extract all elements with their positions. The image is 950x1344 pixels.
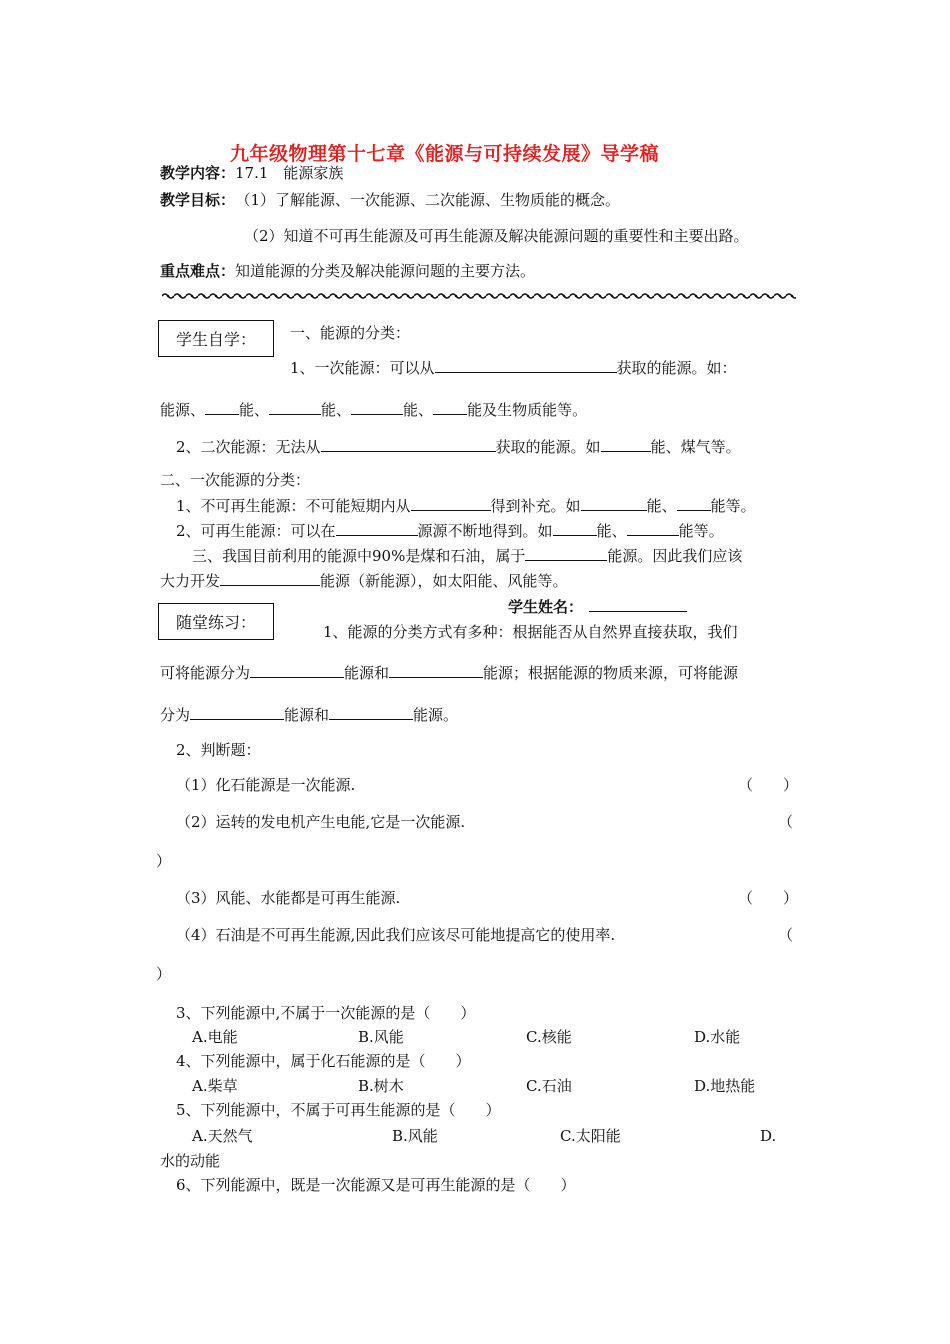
q2-heading: 2、判断题： [176,741,261,759]
fill-blank[interactable] [433,400,467,415]
text: 能源和 [344,664,390,682]
section-heading-classification: 一、能源的分类： [290,324,411,342]
fill-blank[interactable] [581,496,647,511]
q4-option-a[interactable]: A.柴草 [192,1077,238,1095]
answer-paren[interactable]: （ ） [738,889,799,907]
text: 能、煤气等。 [650,438,741,456]
fill-blank[interactable] [627,521,679,536]
fill-blank[interactable] [553,521,597,536]
q2-item-3: （3）风能、水能都是可再生能源. [176,889,401,907]
fill-blank[interactable] [250,663,344,678]
text: 能源（新能源），如太阳能、风能等。 [320,572,568,590]
q5-option-c[interactable]: C.太阳能 [560,1127,621,1145]
secondary-energy-line [176,437,741,457]
q1-line3 [160,705,458,725]
practice-box: 随堂练习： [158,603,274,640]
decorative-divider [162,292,796,300]
q1-line1: 1、能源的分类方式有多种：根据能否从自然界直接获取，我们 [323,623,738,641]
fill-blank[interactable] [389,663,483,678]
text: 三、我国目前利用的能源中90%是煤和石油，属于 [192,547,526,565]
fill-blank[interactable] [205,400,239,415]
section-heading-primary-classification: 二、一次能源的分类： [160,471,311,489]
develop-line [160,571,568,591]
fill-blank[interactable] [190,705,284,720]
q6-stem: 6、下列能源中，既是一次能源又是可再生能源的是（ ） [176,1176,576,1194]
text: 获取的能源。如 [495,438,601,456]
student-name-field[interactable] [589,597,687,612]
text: 能、 [596,522,627,540]
fill-blank[interactable] [329,705,413,720]
renewable-line [176,521,724,541]
student-name [508,597,687,617]
primary-energy-examples [160,400,587,420]
answer-paren-close: ） [156,965,172,983]
q1-line2 [160,663,738,683]
text: 大力开发 [160,572,221,590]
text: 能等。 [710,497,756,515]
text: 能源。 [413,706,459,724]
teaching-content [160,163,343,183]
answer-paren-open[interactable]: （ [778,813,794,831]
text: 能源、 [160,401,206,419]
text: 能源。因此我们应该 [607,547,743,565]
nonrenewable-line [176,496,756,516]
teaching-goals [160,190,620,210]
student-name-label: 学生姓名： [508,598,584,616]
q3-option-c[interactable]: C.核能 [526,1028,572,1046]
fill-blank[interactable] [220,571,320,586]
text: 能源；根据能源的物质来源，可将能源 [483,664,739,682]
page-title: 九年级物理第十七章《能源与可持续发展》导学稿 [230,143,660,165]
text: 获取的能源。如： [616,359,737,377]
text: 能、 [403,401,434,419]
text: 得到补充。如 [490,497,581,515]
goals-label: 教学目标： [160,191,236,209]
text: 能、 [646,497,677,515]
q5-option-b[interactable]: B.风能 [392,1127,438,1145]
text: 能源和 [284,706,330,724]
q4-option-b[interactable]: B.树木 [358,1077,404,1095]
q4-stem: 4、下列能源中，属于化石能源的是（ ） [176,1052,471,1070]
primary-energy-line [290,358,737,378]
fill-blank[interactable] [336,521,418,536]
text: 源源不断地得到。如 [417,522,553,540]
key-value: 知道能源的分类及解决能源问题的主要方法。 [235,262,536,280]
text: 分为 [160,706,191,724]
q5-option-a[interactable]: A.天然气 [192,1127,253,1145]
q3-option-b[interactable]: B.风能 [358,1028,404,1046]
fill-blank[interactable] [351,400,403,415]
q4-option-d[interactable]: D.地热能 [694,1077,756,1095]
answer-paren-open[interactable]: （ [778,926,794,944]
content-label: 教学内容： [160,164,236,182]
q5-option-d-text: 水的动能 [160,1152,221,1170]
q2-item-4: （4）石油是不可再生能源,因此我们应该尽可能地提高它的使用率. [176,926,616,944]
answer-paren[interactable]: （ ） [738,776,799,794]
text: 能、 [321,401,352,419]
fill-blank[interactable] [525,546,607,561]
q2-item-2: （2）运转的发电机产生电能,它是一次能源. [176,813,466,831]
text: 能及生物质能等。 [467,401,588,419]
self-study-box: 学生自学： [158,320,274,357]
q4-option-c[interactable]: C.石油 [526,1077,572,1095]
goal-1: （1）了解能源、一次能源、二次能源、生物质能的概念。 [243,191,621,209]
content-value: 17.1 能源家族 [235,164,344,182]
fill-blank[interactable] [269,400,321,415]
text: 能、 [239,401,270,419]
text: 1、不可再生能源：不可能短期内从 [176,497,411,515]
fill-blank[interactable] [677,496,711,511]
goal-2: （2）知道不可再生能源及可再生能源及解决能源问题的重要性和主要出路。 [244,227,749,245]
fill-blank[interactable] [435,358,617,373]
q3-option-a[interactable]: A.电能 [192,1028,238,1046]
text: 2、可再生能源：可以在 [176,522,336,540]
q3-stem: 3、下列能源中,不属于一次能源的是（ ） [176,1004,476,1022]
text: 可将能源分为 [160,664,251,682]
text: 2、二次能源：无法从 [176,438,321,456]
q5-stem: 5、下列能源中，不属于可再生能源的是（ ） [176,1101,501,1119]
fill-blank[interactable] [321,437,496,452]
key-label: 重点难点： [160,262,236,280]
q3-option-d[interactable]: D.水能 [694,1028,741,1046]
q2-item-1: （1）化石能源是一次能源. [176,776,356,794]
text: 能等。 [678,522,724,540]
answer-paren-close: ） [156,852,172,870]
coal-oil-line [192,546,742,566]
key-points [160,261,535,281]
fill-blank[interactable] [411,496,491,511]
fill-blank[interactable] [601,437,651,452]
text: 1、一次能源：可以从 [290,359,435,377]
q5-option-d[interactable]: D. [760,1127,777,1145]
